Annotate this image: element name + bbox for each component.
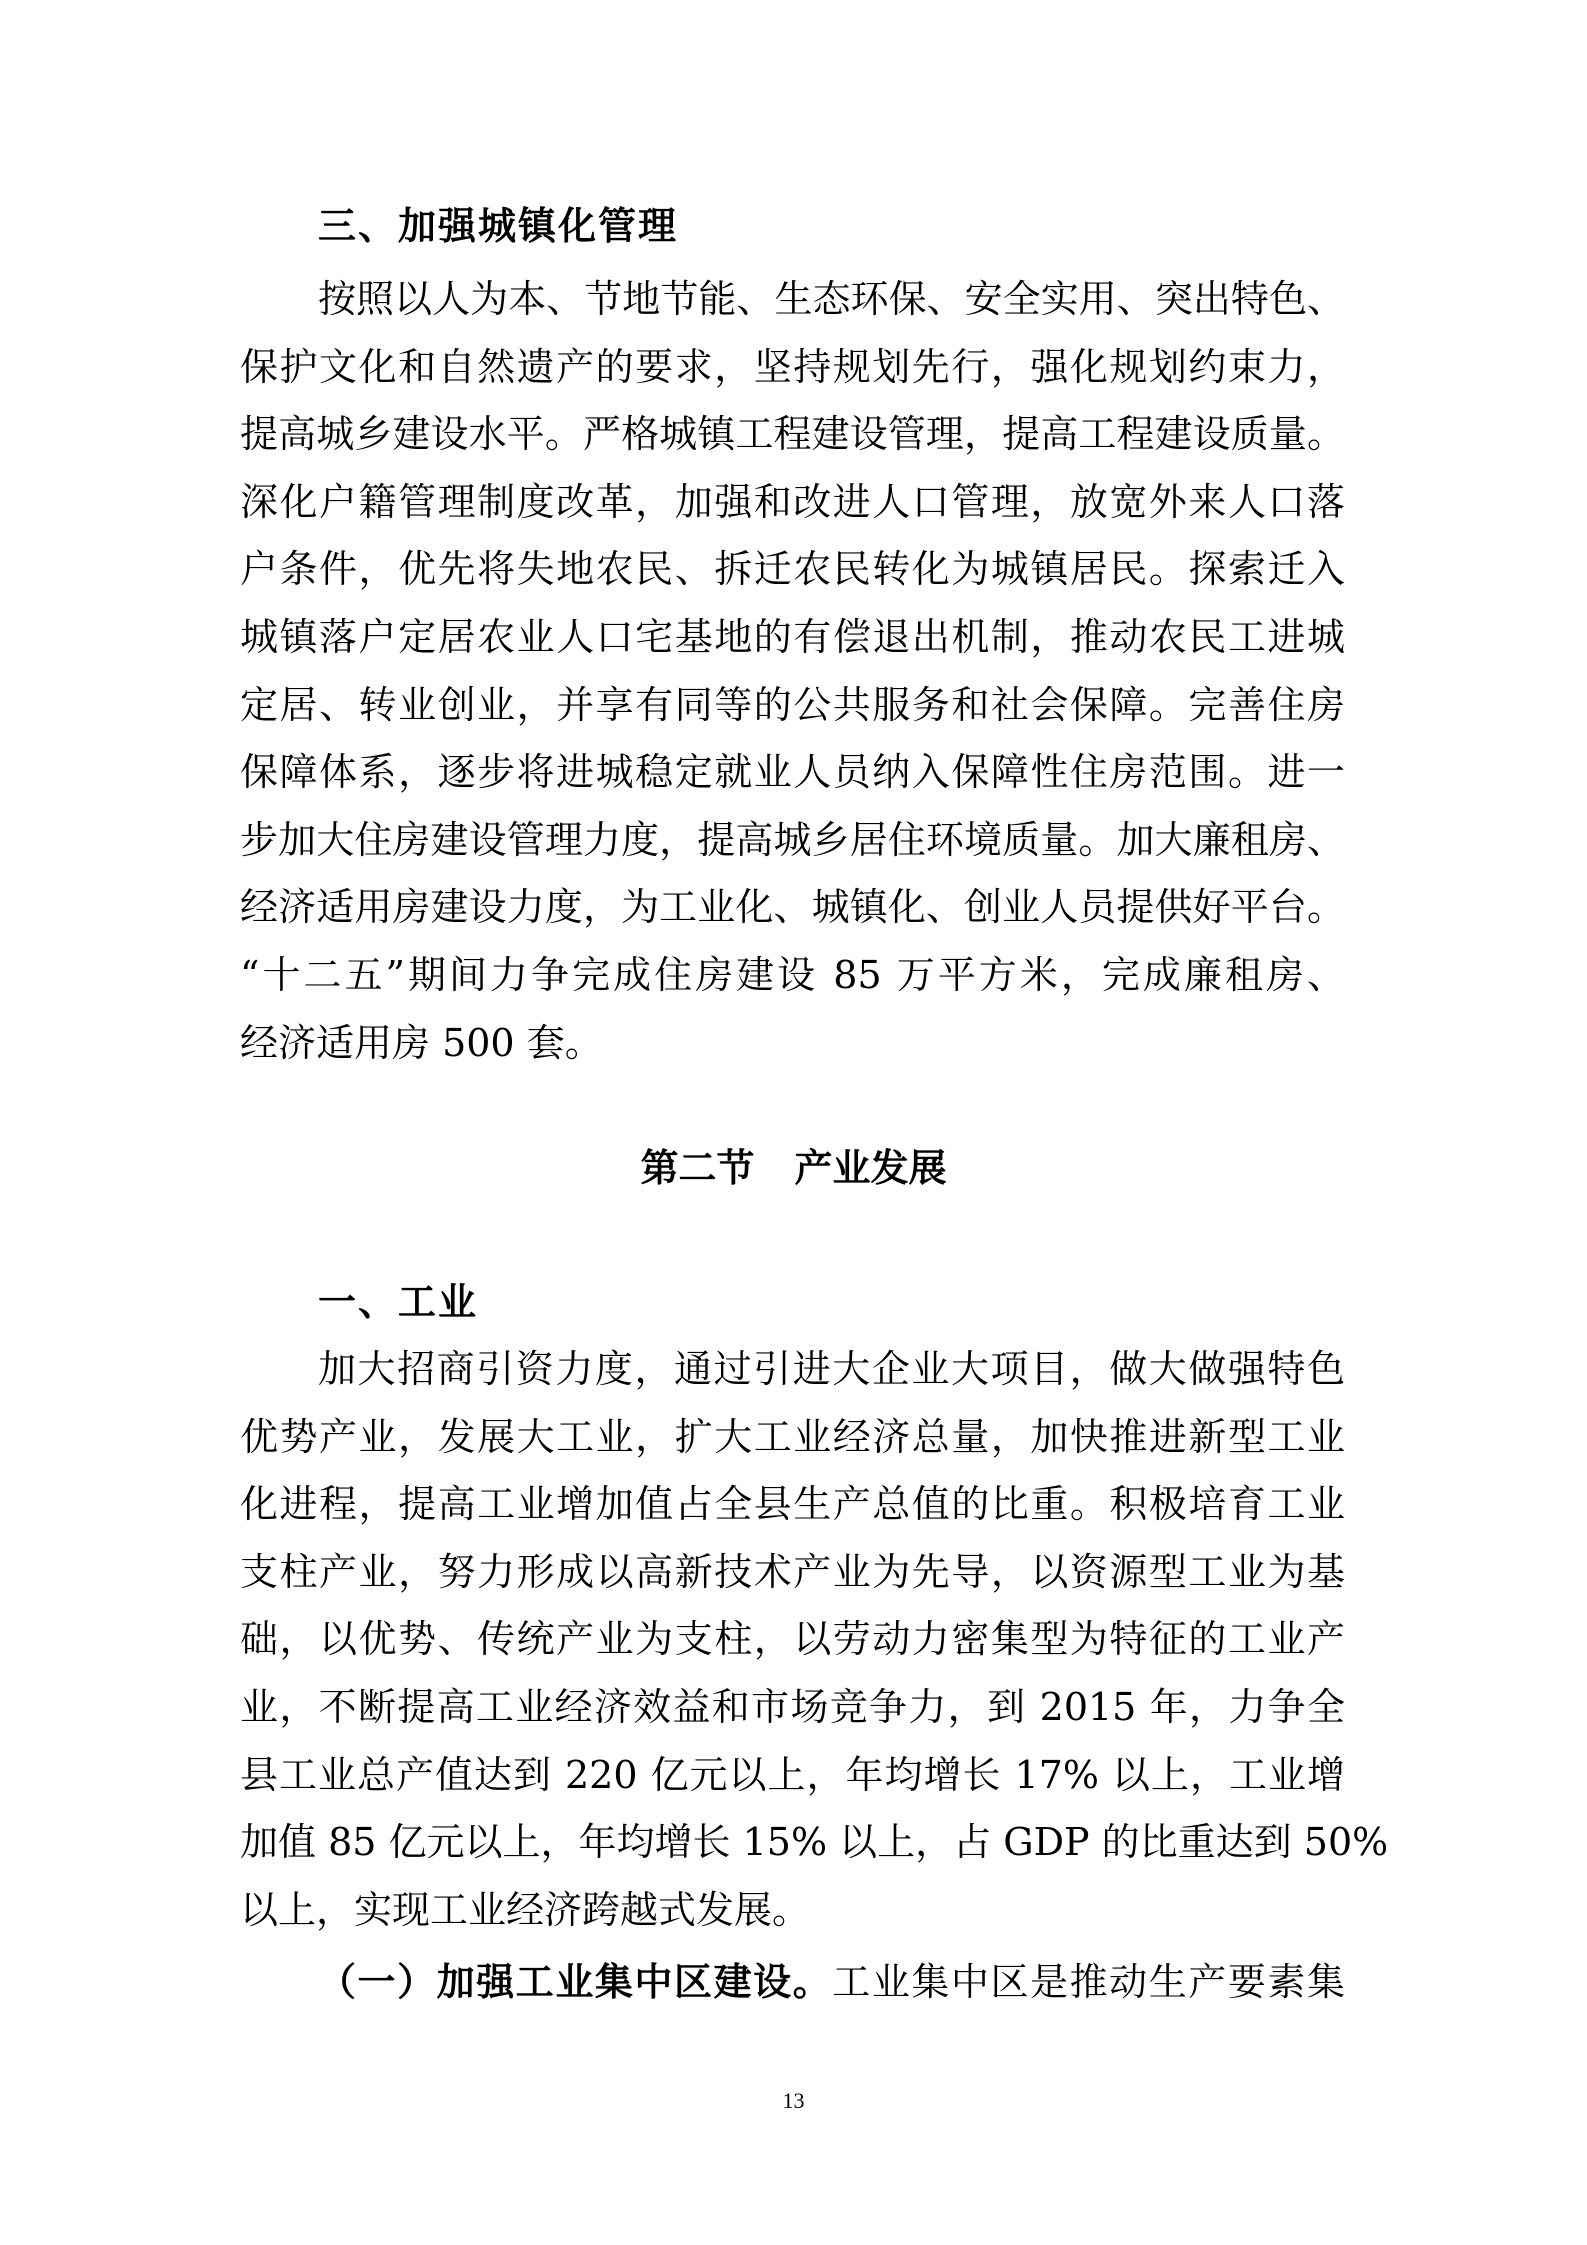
section-number: 第二节 — [640, 1145, 755, 1190]
subsection-text: 工业集中区是推动生产要素集 — [832, 1960, 1345, 2004]
text-line: 业，不断提高工业经济效益和市场竞争力，到 2015 年，力争全 — [240, 1684, 1345, 1729]
section-paragraph — [240, 266, 1345, 1077]
text-line: 经济适用房 500 套。 — [240, 1020, 603, 1065]
text-line: “十二五”期间力争完成住房建设 85 万平方米，完成廉租房、 — [240, 952, 1345, 997]
text-line: 步加大住房建设管理力度，提高城乡居住环境质量。加大廉租房、 — [240, 817, 1345, 862]
text-line: 加值 85 亿元以上，年均增长 15% 以上，占 GDP 的比重达到 50% — [240, 1820, 1389, 1865]
text-line: 支柱产业，努力形成以高新技术产业为先导，以资源型工业为基 — [240, 1549, 1345, 1594]
text-line: 城镇落户定居农业人口宅基地的有偿退出机制，推动农民工进城 — [240, 614, 1345, 659]
section-name: 产业发展 — [794, 1145, 947, 1190]
text-line: 保障体系，逐步将进城稳定就业人员纳入保障性住房范围。进一 — [240, 750, 1345, 795]
text-line: 础，以优势、传统产业为支柱，以劳动力密集型为特征的工业产 — [240, 1617, 1345, 1662]
page-number: 13 — [782, 2088, 805, 2113]
text-line: 化进程，提高工业增加值占全县生产总值的比重。积极培育工业 — [240, 1482, 1345, 1527]
text-line: 经济适用房建设力度，为工业化、城镇化、创业人员提供好平台。 — [240, 885, 1345, 930]
subsection-heading: 一、工业 — [318, 1279, 479, 1324]
chapter-section-title — [0, 1134, 1587, 1202]
text-line: 以上，实现工业经济跨越式发展。 — [240, 1887, 811, 1932]
text-line: 定居、转业创业，并享有同等的公共服务和社会保障。完善住房 — [240, 682, 1345, 727]
text-line: 加大招商引资力度，通过引进大企业大项目，做大做强特色 — [318, 1347, 1345, 1391]
text-line: 深化户籍管理制度改革，加强和改进人口管理，放宽外来人口落 — [240, 479, 1345, 524]
industry-paragraph — [240, 1336, 1389, 1944]
text-line: 优势产业，发展大工业，扩大工业经济总量，加快推进新型工业 — [240, 1414, 1345, 1459]
text-line: 县工业总产值达到 220 亿元以上，年均增长 17% 以上，工业增 — [240, 1752, 1345, 1797]
text-line: 提高城乡建设水平。严格城镇工程建设管理，提高工程建设质量。 — [240, 412, 1345, 457]
section-heading: 三、加强城镇化管理 — [318, 203, 679, 248]
text-line: 保护文化和自然遗产的要求，坚持规划先行，强化规划约束力， — [240, 344, 1345, 389]
text-line: 户条件，优先将失地农民、拆迁农民转化为城镇居民。探索迁入 — [240, 547, 1345, 592]
text-line: 按照以人为本、节地节能、生态环保、安全实用、突出特色、 — [318, 277, 1345, 321]
subsection-paragraph — [318, 1948, 1345, 2017]
subsection-title: （一）加强工业集中区建设。 — [318, 1959, 833, 2004]
